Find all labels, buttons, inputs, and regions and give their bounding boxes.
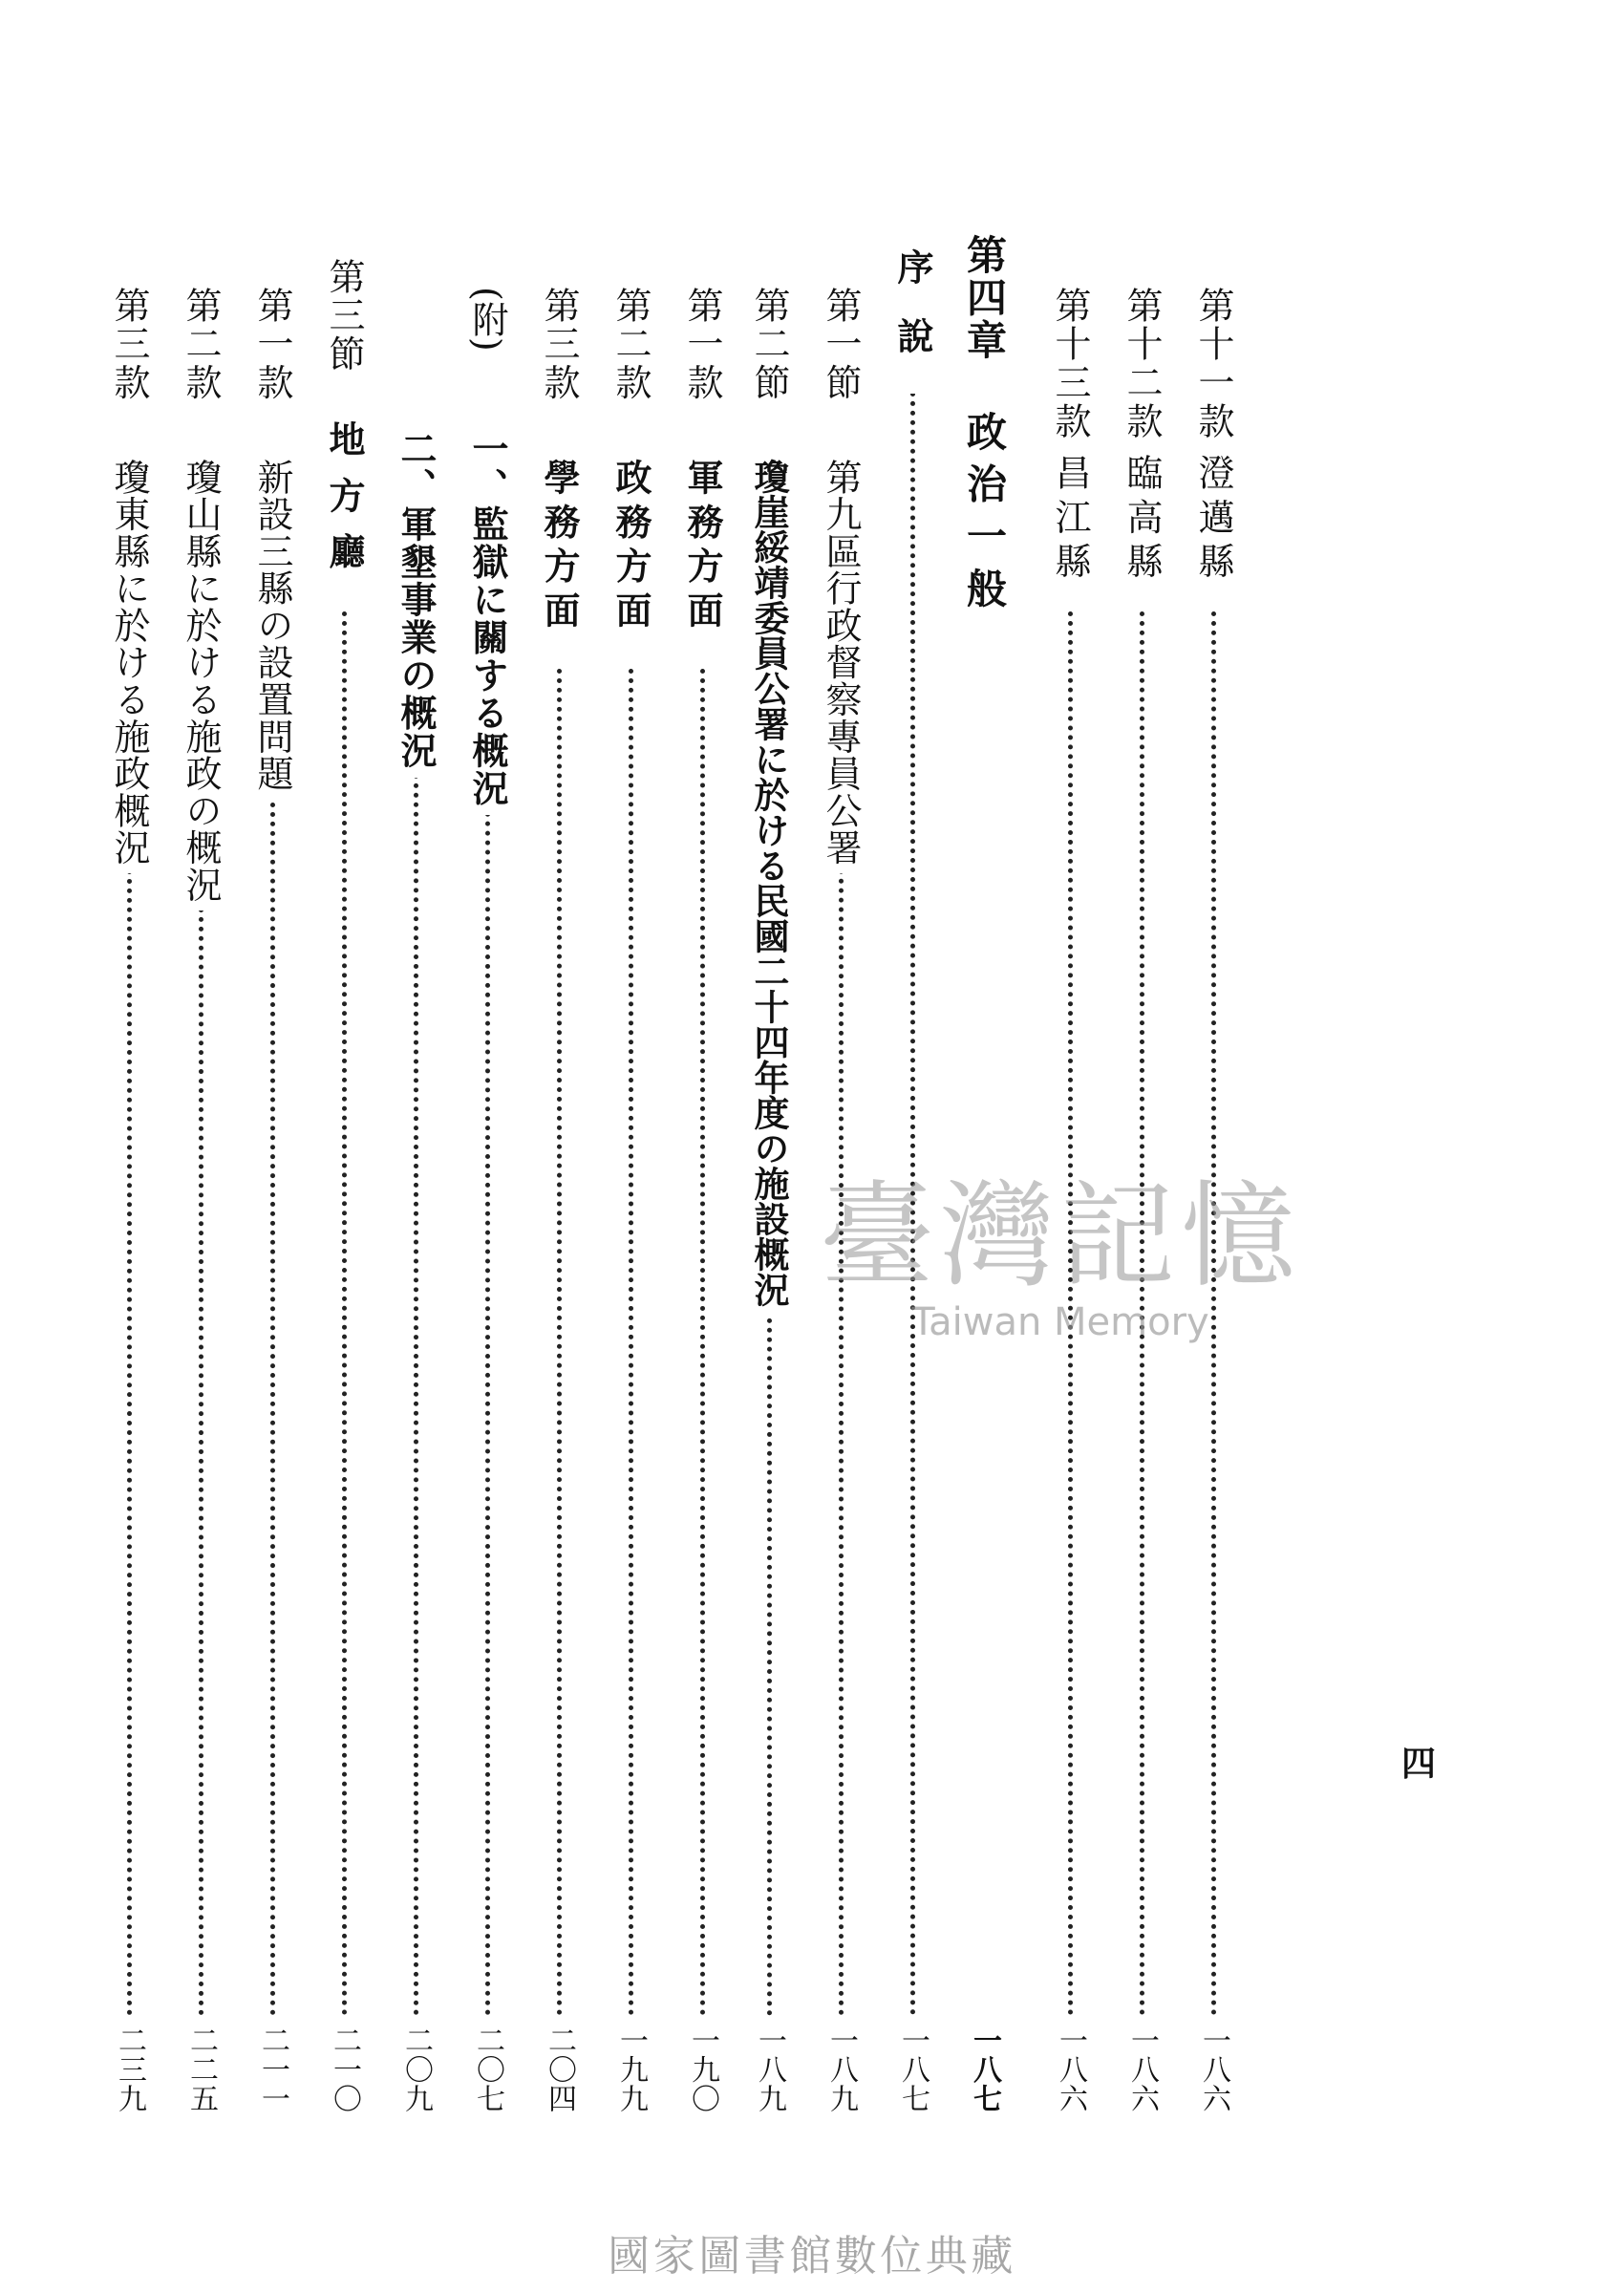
dot-leader [342,611,347,2016]
entry-title: 軍務方面 [669,459,736,643]
dot-leader [270,803,275,2016]
section-number: 第一款 [251,287,293,402]
toc-entry [167,0,234,2293]
dot-leader [127,869,132,2016]
page-ref: 一八九 [753,2025,786,2113]
page-ref: 二〇四 [543,2025,576,2113]
page-number: 四 [1400,1744,1436,1784]
toc-entry [525,0,592,2293]
entry-title: 第九區行政督察專員公署 [807,459,874,873]
dot-leader [557,669,562,2016]
page-ref: 一八九 [824,2025,858,2113]
entry-title: 昌江縣 [1036,454,1103,594]
section-number: 第一款 [681,287,723,402]
page-ref: 二〇七 [471,2025,504,2113]
watermark-subtext: Taiwan Memory [911,1300,1209,1344]
toc-entry [669,0,736,2293]
entry-title: 澄邁縣 [1180,454,1247,594]
dot-leader [485,755,490,2016]
dot-leader [839,822,844,2016]
dot-leader [629,669,633,2016]
toc-entry [382,0,449,2293]
entry-title: 新設三縣の設置問題 [239,459,306,800]
page-ref: 一八七 [896,2025,930,2113]
watermark-text: 臺灣記憶 [820,1170,1301,1303]
section-number: 第三款 [538,287,580,402]
chapter-title: 政治一般 [951,411,1017,627]
entry-title: 一、監獄に關する概況 [454,430,521,815]
toc-entry [310,0,377,2293]
toc-entry [1036,0,1103,2293]
section-number: 第二節 [748,287,790,402]
section-number: 第一節 [820,287,862,402]
toc-entry [879,0,946,2293]
entry-title: 序說 [879,248,946,394]
page-ref: 一八六 [1197,2025,1230,2113]
section-number: (附) [466,287,508,352]
page-ref: 二〇九 [399,2025,433,2113]
toc-entry [736,0,802,2293]
dot-leader [1140,611,1144,2016]
dot-leader [767,1299,772,2016]
page-ref: 二三九 [113,2025,146,2113]
dot-leader [700,669,705,2016]
chapter-heading [951,0,1017,2293]
entry-title: 二、軍墾事業の概況 [382,430,449,778]
page-ref: 一八七 [968,2025,1001,2113]
footer-caption: 國家圖書館數位典藏 [608,2232,1016,2281]
dot-leader [199,898,203,2016]
entry-title: 瓊山縣に於ける施政の概況 [167,459,234,911]
toc-entry [454,0,521,2293]
page-ref: 二一一 [256,2025,289,2113]
section-number: 第三款 [108,287,150,402]
section-number: 第二款 [609,287,652,402]
section-number: 第二款 [180,287,222,402]
page-ref: 二一〇 [328,2025,361,2113]
page-ref: 一八六 [1054,2025,1087,2113]
page-ref: 一九九 [614,2025,648,2113]
entry-title: 學務方面 [525,459,592,643]
dot-leader [910,382,915,2016]
dot-leader [414,755,418,2016]
page-ref: 一八六 [1125,2025,1159,2113]
toc-entry [1180,0,1247,2293]
section-number: 第三節 [323,258,365,374]
entry-title: 瓊崖綏靖委員公署に於ける民國二十四年度の施設概況 [736,459,802,1315]
page-ref: 二二五 [184,2025,218,2113]
section-number: 第十三款 [1049,287,1091,441]
page-ref: 一九〇 [686,2025,719,2113]
section-number: 第十一款 [1192,287,1234,441]
toc-entry [96,0,162,2293]
toc-entry [807,0,874,2293]
entry-title: 地方廳 [310,420,377,597]
dot-leader [1068,611,1073,2016]
toc-entry [239,0,306,2293]
toc-entry [597,0,664,2293]
section-number: 第十二款 [1121,287,1163,441]
entry-title: 臨高縣 [1108,454,1175,594]
entry-title: 政務方面 [597,459,664,643]
dot-leader [1211,611,1216,2016]
entry-title: 瓊東縣に於ける施政概況 [96,459,162,873]
toc-entry [1108,0,1175,2293]
chapter-number: 第四章 [961,234,1008,362]
